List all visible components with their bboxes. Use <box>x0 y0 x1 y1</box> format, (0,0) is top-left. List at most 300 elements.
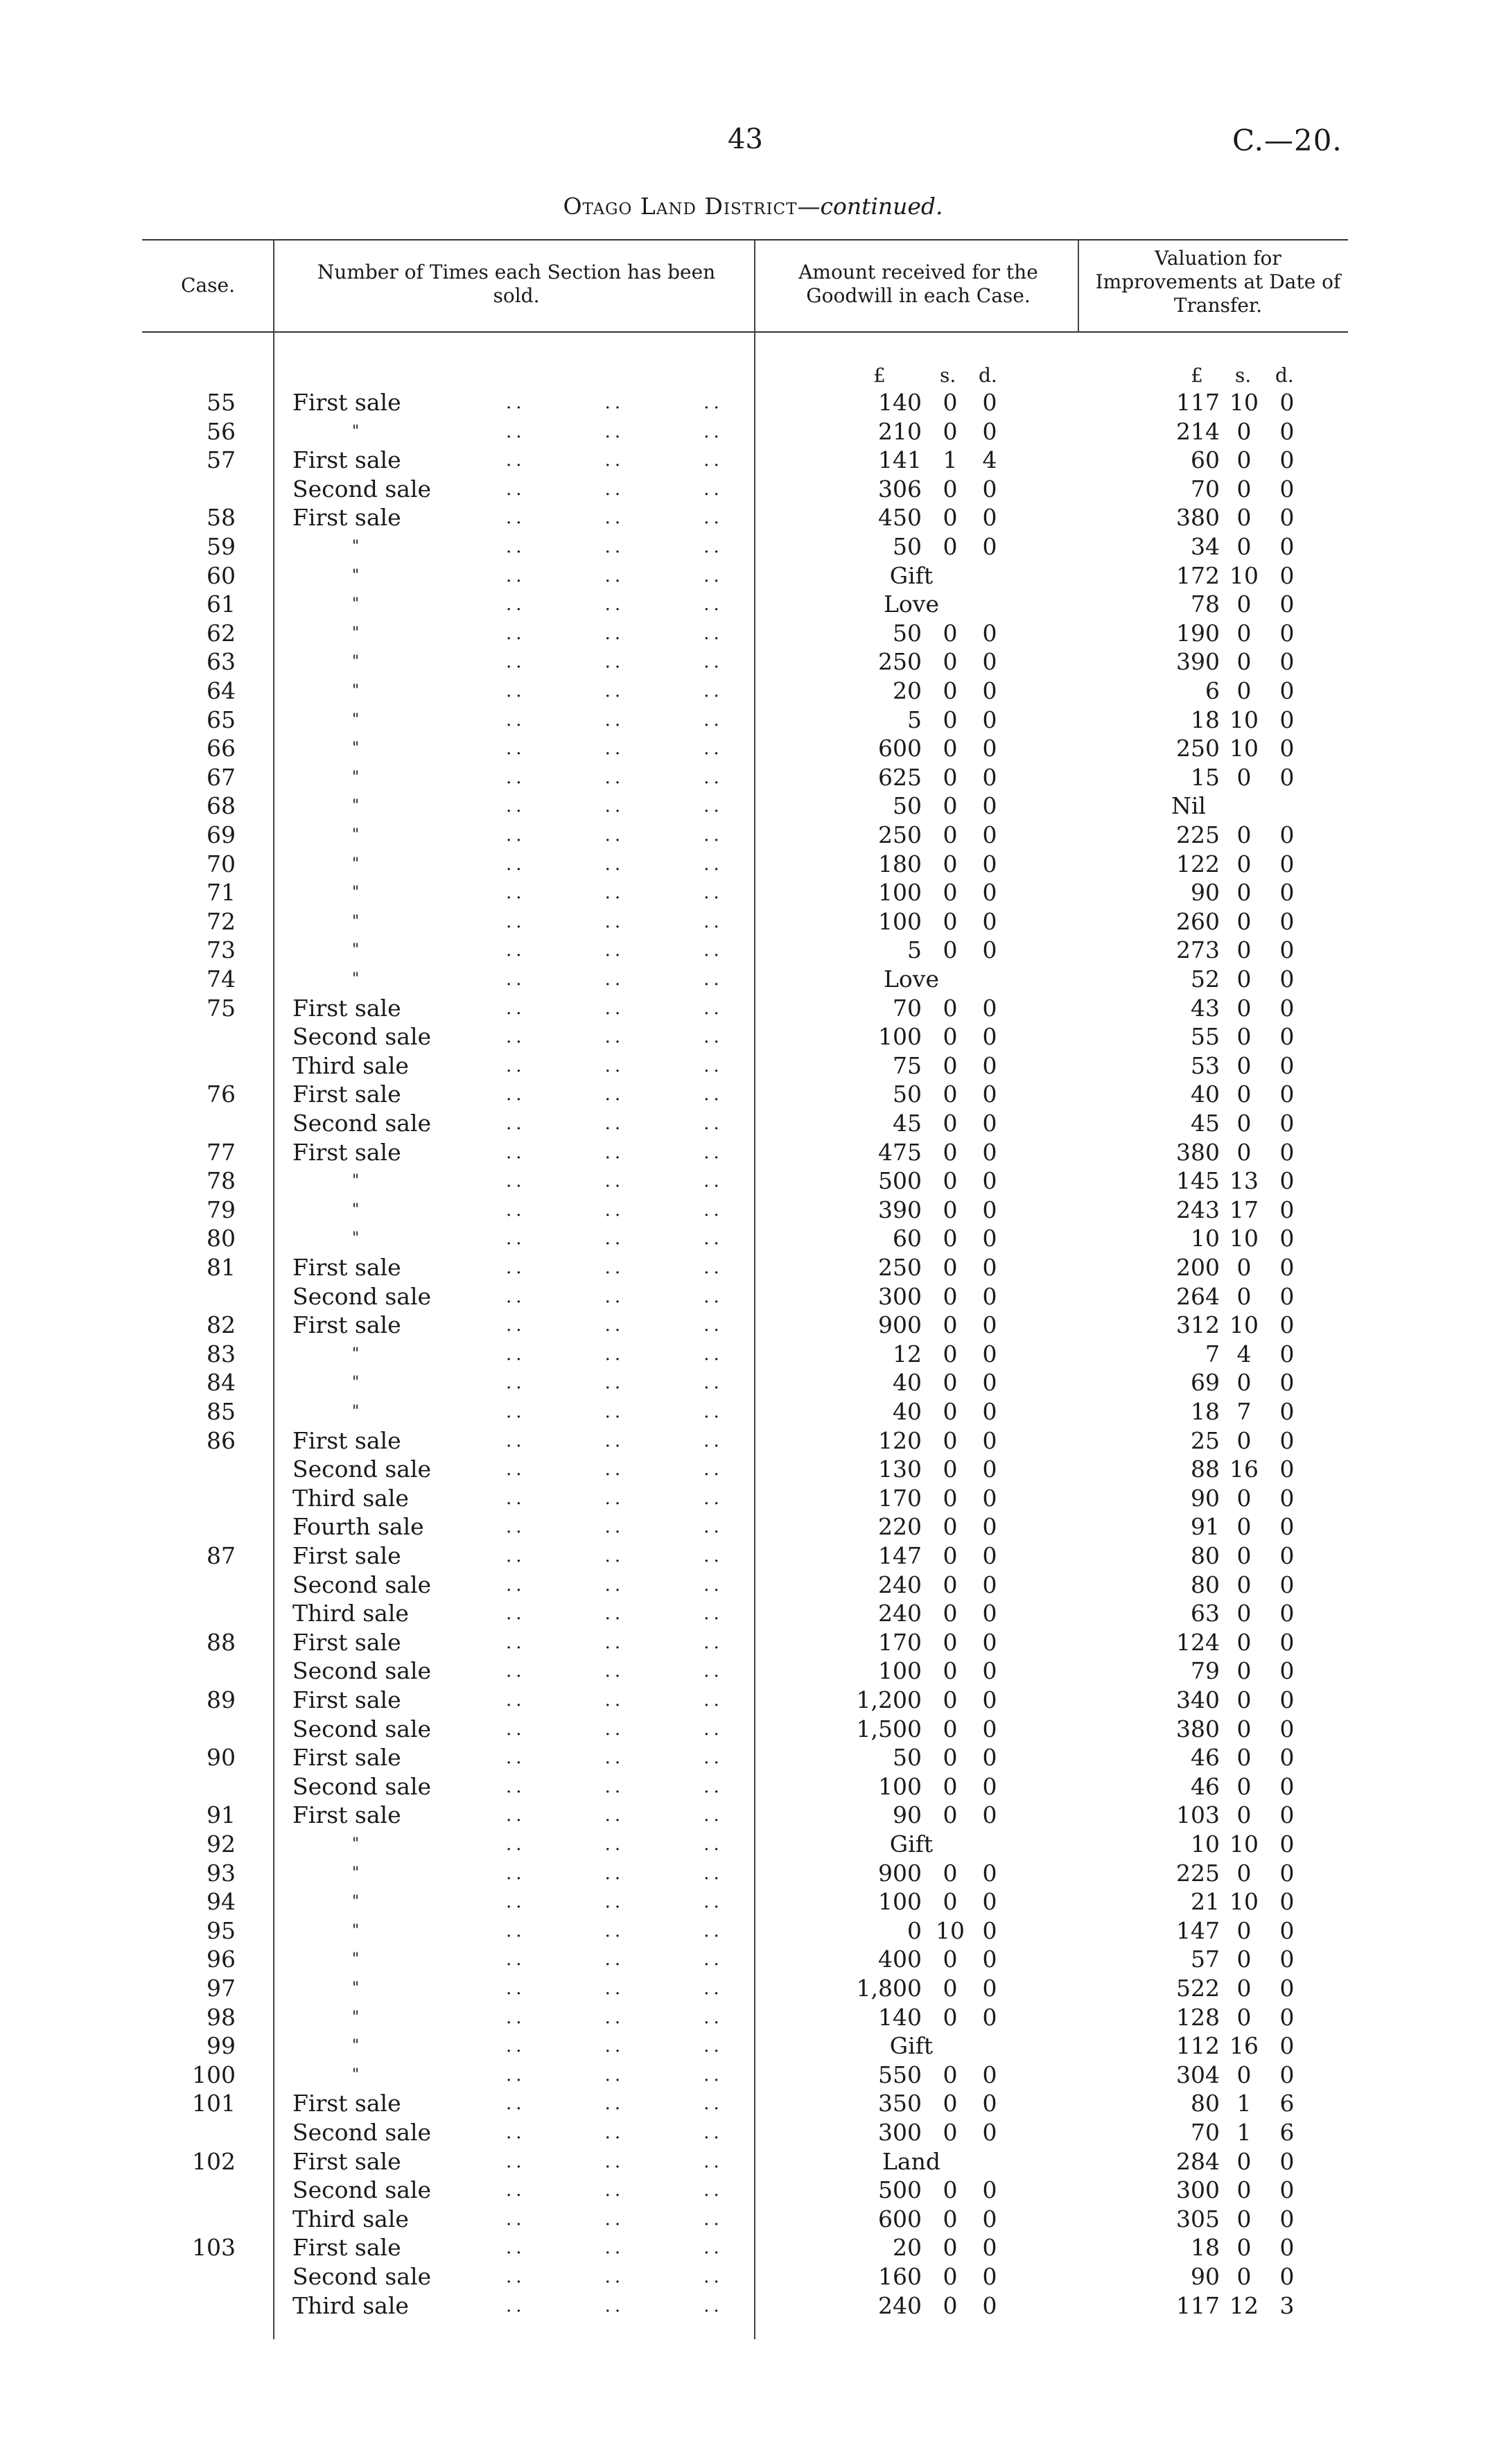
valuation-pence: 6 <box>1279 2090 1295 2117</box>
valuation-pence: 0 <box>1279 1051 1295 1079</box>
header-bottom-rule <box>142 331 1348 333</box>
amount-shillings: 0 <box>943 1628 958 1656</box>
amount-shillings: 0 <box>943 1340 958 1368</box>
table-row <box>0 706 1506 735</box>
sale-label: Second sale <box>292 2119 432 2146</box>
table-row <box>0 475 1506 504</box>
valuation-pence: 0 <box>1279 1340 1295 1368</box>
valuation-pence: 0 <box>1279 2263 1295 2290</box>
valuation-shillings: 0 <box>1236 417 1252 445</box>
amount-pounds: 0 <box>907 1916 922 1944</box>
valuation-pence: 0 <box>1279 1369 1295 1397</box>
leader-dots: .. .. .. <box>506 1142 724 1163</box>
valuation-pounds: 78 <box>1191 591 1220 618</box>
leader-dots: .. .. .. <box>506 1776 724 1797</box>
ditto-mark: " <box>352 2065 360 2083</box>
leader-dots: .. .. .. <box>506 1690 724 1711</box>
valuation-shillings: 0 <box>1236 1138 1252 1166</box>
ditto-mark: " <box>352 1172 360 1190</box>
amount-pence: 0 <box>982 2263 997 2290</box>
case-number: 65 <box>207 706 236 733</box>
amount-shillings: 1 <box>943 446 958 474</box>
valuation-pounds: 304 <box>1176 2061 1220 2088</box>
amount-pence: 0 <box>982 2291 997 2319</box>
valuation-pounds: 284 <box>1176 2147 1220 2175</box>
leader-dots: .. .. .. <box>506 709 724 731</box>
amount-pounds: 45 <box>893 1110 922 1137</box>
case-number: 94 <box>207 1888 236 1916</box>
ditto-mark: " <box>352 740 360 758</box>
amount-shillings: 0 <box>943 1888 958 1916</box>
valuation-pence: 0 <box>1279 446 1295 474</box>
amount-unit-shillings: s. <box>940 364 956 387</box>
sale-label: Second sale <box>292 1715 432 1742</box>
table-row <box>0 1571 1506 1600</box>
ditto-mark: " <box>352 941 360 959</box>
amount-pence: 0 <box>982 1110 997 1137</box>
leader-dots: .. .. .. <box>506 1978 724 1999</box>
amount-pounds: 625 <box>878 763 922 791</box>
sale-label: Second sale <box>292 1282 432 1310</box>
valuation-pounds: 80 <box>1191 1571 1220 1598</box>
valuation-pence: 0 <box>1279 591 1295 618</box>
amount-pence: 0 <box>982 504 997 532</box>
column-divider-3 <box>1078 239 1079 333</box>
leader-dots: .. .. .. <box>506 940 724 961</box>
leader-dots: .. .. .. <box>506 1401 724 1422</box>
amount-pence: 0 <box>982 2090 997 2117</box>
amount-pounds: 475 <box>878 1138 922 1166</box>
valuation-pounds: 80 <box>1191 1542 1220 1569</box>
amount-shillings: 0 <box>943 1426 958 1454</box>
valuation-shillings: 12 <box>1229 2291 1259 2319</box>
amount-shillings: 0 <box>943 2003 958 2031</box>
amount-pounds: 141 <box>878 446 922 474</box>
amount-shillings: 0 <box>943 1311 958 1339</box>
amount-shillings: 0 <box>943 2205 958 2233</box>
valuation-pounds: 60 <box>1191 446 1220 474</box>
case-number: 79 <box>207 1196 236 1223</box>
valuation-pence: 0 <box>1279 1946 1295 1973</box>
leader-dots: .. .. .. <box>506 507 724 529</box>
amount-pence: 0 <box>982 2205 997 2233</box>
valuation-shillings: 0 <box>1236 1369 1252 1397</box>
table-row <box>0 1455 1506 1484</box>
leader-dots: .. .. .. <box>506 1805 724 1826</box>
amount-pence: 0 <box>982 2119 997 2146</box>
valuation-shillings: 0 <box>1236 1657 1252 1685</box>
table-row <box>0 676 1506 706</box>
ditto-mark: " <box>352 797 360 815</box>
sale-label: Second sale <box>292 1456 432 1483</box>
table-row <box>0 1109 1506 1138</box>
amount-shillings: 0 <box>943 1859 958 1887</box>
leader-dots: .. .. .. <box>506 1487 724 1509</box>
valuation-shillings: 0 <box>1236 1600 1252 1627</box>
table-row <box>0 1224 1506 1253</box>
amount-pounds: 250 <box>878 821 922 848</box>
amount-shillings: 0 <box>943 792 958 820</box>
amount-pounds: 40 <box>893 1398 922 1425</box>
amount-shillings: 0 <box>943 2176 958 2204</box>
table-row <box>0 532 1506 561</box>
amount-shillings: 0 <box>943 2263 958 2290</box>
leader-dots: .. .. .. <box>506 1315 724 1336</box>
ditto-mark: " <box>352 912 360 930</box>
page-number: 43 <box>728 123 763 155</box>
valuation-shillings: 0 <box>1236 591 1252 618</box>
valuation-pence: 0 <box>1279 504 1295 532</box>
case-number: 97 <box>207 1975 236 2002</box>
valuation-pounds: 70 <box>1191 2119 1220 2146</box>
leader-dots: .. .. .. <box>506 1718 724 1740</box>
valuation-pence: 0 <box>1279 389 1295 416</box>
amount-pence: 0 <box>982 1628 997 1656</box>
valuation-pounds: 380 <box>1176 1715 1220 1742</box>
valuation-pounds: 190 <box>1176 619 1220 647</box>
valuation-pence: 0 <box>1279 1571 1295 1598</box>
amount-unit-pence: d. <box>979 364 997 387</box>
ditto-mark: " <box>352 1950 360 1968</box>
amount-pence: 0 <box>982 1571 997 1598</box>
amount-pounds: 900 <box>878 1859 922 1887</box>
amount-pounds: 50 <box>893 619 922 647</box>
amount-shillings: 0 <box>943 850 958 877</box>
valuation-shillings: 0 <box>1236 677 1252 704</box>
table-row <box>0 2118 1506 2147</box>
ditto-mark: " <box>352 1374 360 1392</box>
valuation-shillings: 0 <box>1236 936 1252 964</box>
amount-pounds: 250 <box>878 1254 922 1281</box>
amount-pence: 0 <box>982 1081 997 1108</box>
table-row <box>0 2233 1506 2262</box>
sale-label: First sale <box>292 1801 401 1829</box>
col-header-times-sold: Number of Times each Section has been sold. <box>317 261 716 307</box>
valuation-pounds: 300 <box>1176 2176 1220 2204</box>
valuation-pence: 0 <box>1279 1686 1295 1713</box>
sale-label: Second sale <box>292 1110 432 1137</box>
valuation-pence: 0 <box>1279 879 1295 907</box>
amount-pence: 0 <box>982 821 997 848</box>
case-number: 88 <box>207 1628 236 1656</box>
leader-dots: .. .. .. <box>506 450 724 471</box>
ditto-mark: " <box>352 710 360 728</box>
leader-dots: .. .. .. <box>506 1949 724 1971</box>
table-row <box>0 2205 1506 2234</box>
case-number: 83 <box>207 1340 236 1368</box>
valuation-shillings: 10 <box>1229 1311 1259 1339</box>
valuation-pounds: 53 <box>1191 1051 1220 1079</box>
amount-pence: 0 <box>982 763 997 791</box>
table-row <box>0 965 1506 994</box>
ditto-mark: " <box>352 970 360 988</box>
table-row <box>0 1253 1506 1282</box>
valuation-pounds: 90 <box>1191 2263 1220 2290</box>
case-number: 99 <box>207 2032 236 2060</box>
amount-shillings: 0 <box>943 763 958 791</box>
amount-pounds: 147 <box>878 1542 922 1569</box>
valuation-shillings: 0 <box>1236 2205 1252 2233</box>
amount-pounds: 170 <box>878 1484 922 1512</box>
case-number: 69 <box>207 821 236 848</box>
sale-label: Second sale <box>292 1657 432 1685</box>
amount-shillings: 0 <box>943 648 958 676</box>
amount-pence: 0 <box>982 475 997 503</box>
amount-pounds: 240 <box>878 1600 922 1627</box>
valuation-pence: 0 <box>1279 1225 1295 1252</box>
amount-shillings: 0 <box>943 2291 958 2319</box>
valuation-pounds: 103 <box>1176 1801 1220 1829</box>
sale-label: First sale <box>292 1744 401 1772</box>
valuation-shillings: 17 <box>1229 1196 1259 1223</box>
amount-pounds: 100 <box>878 1023 922 1051</box>
table-row <box>0 1916 1506 1946</box>
sale-label: Second sale <box>292 1023 432 1051</box>
case-number: 80 <box>207 1225 236 1252</box>
ditto-mark: " <box>352 1403 360 1420</box>
table-row <box>0 1715 1506 1744</box>
leader-dots: .. .. .. <box>506 2007 724 2028</box>
sale-label: Second sale <box>292 1772 432 1800</box>
valuation-pence: 0 <box>1279 2147 1295 2175</box>
valuation-pence: 0 <box>1279 1311 1295 1339</box>
table-row <box>0 1686 1506 1715</box>
leader-dots: .. .. .. <box>506 2036 724 2057</box>
valuation-pence: 0 <box>1279 1888 1295 1916</box>
valuation-shillings: 0 <box>1236 907 1252 935</box>
valuation-shillings: 10 <box>1229 389 1259 416</box>
leader-dots: .. .. .. <box>506 2151 724 2172</box>
case-number: 93 <box>207 1859 236 1887</box>
amount-shillings: 0 <box>943 2061 958 2088</box>
leader-dots: .. .. .. <box>506 969 724 990</box>
amount-pounds: 500 <box>878 1167 922 1195</box>
amount-shillings: 0 <box>943 1282 958 1310</box>
valuation-pence: 0 <box>1279 1023 1295 1051</box>
valuation-unit-pounds: £ <box>1191 364 1203 387</box>
valuation-shillings: 0 <box>1236 1715 1252 1742</box>
amount-shillings: 0 <box>943 417 958 445</box>
table-row <box>0 1974 1506 2003</box>
sale-label: First sale <box>292 1686 401 1713</box>
valuation-pence: 0 <box>1279 735 1295 762</box>
ditto-mark: " <box>352 1230 360 1248</box>
case-number: 74 <box>207 965 236 993</box>
table-row <box>0 1167 1506 1196</box>
table-row <box>0 1311 1506 1340</box>
amount-pounds: 160 <box>878 2263 922 2290</box>
amount-note: Love <box>884 591 939 618</box>
amount-pence: 0 <box>982 1513 997 1541</box>
sale-label: Second sale <box>292 1571 432 1598</box>
valuation-pounds: 91 <box>1191 1513 1220 1541</box>
amount-pounds: 600 <box>878 2205 922 2233</box>
case-number: 56 <box>207 417 236 445</box>
case-number: 76 <box>207 1081 236 1108</box>
leader-dots: .. .. .. <box>506 997 724 1019</box>
case-number: 70 <box>207 850 236 877</box>
case-number: 92 <box>207 1830 236 1858</box>
valuation-pounds: 70 <box>1191 475 1220 503</box>
amount-shillings: 0 <box>943 821 958 848</box>
valuation-pence: 0 <box>1279 1542 1295 1569</box>
valuation-shillings: 0 <box>1236 1513 1252 1541</box>
valuation-shillings: 0 <box>1236 533 1252 560</box>
valuation-pence: 0 <box>1279 2003 1295 2031</box>
table-row <box>0 1599 1506 1628</box>
valuation-shillings: 10 <box>1229 735 1259 762</box>
sale-label: First sale <box>292 1311 401 1339</box>
amount-pence: 0 <box>982 1484 997 1512</box>
table-row <box>0 561 1506 591</box>
title-continued: —continued. <box>797 193 943 220</box>
valuation-shillings: 0 <box>1236 763 1252 791</box>
table-row <box>0 821 1506 850</box>
case-number: 85 <box>207 1398 236 1425</box>
leader-dots: .. .. .. <box>506 796 724 817</box>
valuation-shillings: 0 <box>1236 1571 1252 1598</box>
leader-dots: .. .. .. <box>506 622 724 644</box>
case-number: 90 <box>207 1744 236 1772</box>
leader-dots: .. .. .. <box>506 1286 724 1307</box>
amount-pence: 4 <box>982 446 997 474</box>
amount-pence: 0 <box>982 1888 997 1916</box>
leader-dots: .. .. .. <box>506 767 724 788</box>
valuation-pence: 6 <box>1279 2119 1295 2146</box>
valuation-pounds: 243 <box>1176 1196 1220 1223</box>
valuation-shillings: 0 <box>1236 648 1252 676</box>
leader-dots: .. .. .. <box>506 392 724 413</box>
valuation-shillings: 0 <box>1236 475 1252 503</box>
ditto-mark: " <box>352 1921 360 1939</box>
valuation-shillings: 0 <box>1236 1946 1252 1973</box>
case-number: 101 <box>192 2090 236 2117</box>
leader-dots: .. .. .. <box>506 536 724 557</box>
table-row <box>0 446 1506 475</box>
valuation-shillings: 0 <box>1236 821 1252 848</box>
amount-pence: 0 <box>982 533 997 560</box>
ditto-mark: " <box>352 1980 360 1997</box>
valuation-shillings: 0 <box>1236 1686 1252 1713</box>
amount-shillings: 0 <box>943 1456 958 1483</box>
amount-shillings: 0 <box>943 1051 958 1079</box>
amount-pounds: 390 <box>878 1196 922 1223</box>
case-number: 71 <box>207 879 236 907</box>
amount-pence: 0 <box>982 2003 997 2031</box>
amount-pence: 0 <box>982 677 997 704</box>
case-number: 100 <box>192 2061 236 2088</box>
valuation-pounds: 90 <box>1191 879 1220 907</box>
amount-pence: 0 <box>982 1138 997 1166</box>
valuation-shillings: 1 <box>1236 2119 1252 2146</box>
leader-dots: .. .. .. <box>506 652 724 673</box>
valuation-pence: 0 <box>1279 1916 1295 1944</box>
amount-pence: 0 <box>982 1456 997 1483</box>
amount-pounds: 12 <box>893 1340 922 1368</box>
table-row <box>0 1051 1506 1081</box>
valuation-shillings: 16 <box>1229 2032 1259 2060</box>
ditto-mark: " <box>352 566 360 584</box>
table-row <box>0 1138 1506 1167</box>
valuation-pounds: 10 <box>1191 1225 1220 1252</box>
amount-pounds: 400 <box>878 1946 922 1973</box>
valuation-pence: 0 <box>1279 1801 1295 1829</box>
case-number: 87 <box>207 1542 236 1569</box>
leader-dots: .. .. .. <box>506 1632 724 1653</box>
amount-pounds: 140 <box>878 2003 922 2031</box>
amount-shillings: 0 <box>943 1600 958 1627</box>
valuation-pence: 0 <box>1279 1715 1295 1742</box>
table-row <box>0 994 1506 1023</box>
valuation-pence: 0 <box>1279 2176 1295 2204</box>
case-number: 102 <box>192 2147 236 2175</box>
valuation-pence: 0 <box>1279 2234 1295 2262</box>
amount-pence: 0 <box>982 907 997 935</box>
amount-pence: 0 <box>982 1542 997 1569</box>
table-row <box>0 1397 1506 1426</box>
valuation-shillings: 0 <box>1236 1254 1252 1281</box>
amount-pence: 0 <box>982 735 997 762</box>
amount-shillings: 0 <box>943 1254 958 1281</box>
amount-shillings: 0 <box>943 504 958 532</box>
valuation-pounds: 18 <box>1191 706 1220 733</box>
amount-pence: 0 <box>982 1859 997 1887</box>
valuation-pounds: 57 <box>1191 1946 1220 1973</box>
valuation-pence: 0 <box>1279 561 1295 589</box>
case-number: 86 <box>207 1426 236 1454</box>
valuation-shillings: 0 <box>1236 2176 1252 2204</box>
amount-shillings: 0 <box>943 1513 958 1541</box>
sale-label: Third sale <box>292 2205 409 2233</box>
leader-dots: .. .. .. <box>506 1517 724 1538</box>
leader-dots: .. .. .. <box>506 2208 724 2230</box>
amount-shillings: 0 <box>943 389 958 416</box>
leader-dots: .. .. .. <box>506 421 724 442</box>
valuation-pounds: 225 <box>1176 821 1220 848</box>
amount-shillings: 0 <box>943 1167 958 1195</box>
valuation-unit-shillings: s. <box>1235 364 1252 387</box>
leader-dots: .. .. .. <box>506 2064 724 2086</box>
amount-pounds: 450 <box>878 504 922 532</box>
valuation-unit-pence: d. <box>1275 364 1294 387</box>
case-number: 103 <box>192 2234 236 2262</box>
ditto-mark: " <box>352 2037 360 2055</box>
amount-pounds: 1,500 <box>856 1715 922 1742</box>
valuation-pounds: 273 <box>1176 936 1220 964</box>
amount-pence: 0 <box>982 1946 997 1973</box>
amount-shillings: 0 <box>943 619 958 647</box>
valuation-pence: 0 <box>1279 1254 1295 1281</box>
valuation-pence: 0 <box>1279 1744 1295 1772</box>
valuation-pence: 0 <box>1279 1110 1295 1137</box>
amount-shillings: 0 <box>943 1975 958 2002</box>
leader-dots: .. .. .. <box>506 1891 724 1913</box>
leader-dots: .. .. .. <box>506 1228 724 1250</box>
table-row <box>0 936 1506 965</box>
amount-pounds: 306 <box>878 475 922 503</box>
table-row <box>0 1830 1506 1859</box>
ditto-mark: " <box>352 682 360 699</box>
valuation-shillings: 10 <box>1229 1225 1259 1252</box>
valuation-pence: 0 <box>1279 1628 1295 1656</box>
valuation-pence: 0 <box>1279 1456 1295 1483</box>
valuation-pence: 0 <box>1279 1138 1295 1166</box>
leader-dots: .. .. .. <box>506 478 724 500</box>
valuation-pence: 0 <box>1279 936 1295 964</box>
leader-dots: .. .. .. <box>506 565 724 586</box>
case-number: 68 <box>207 792 236 820</box>
leader-dots: .. .. .. <box>506 1372 724 1394</box>
